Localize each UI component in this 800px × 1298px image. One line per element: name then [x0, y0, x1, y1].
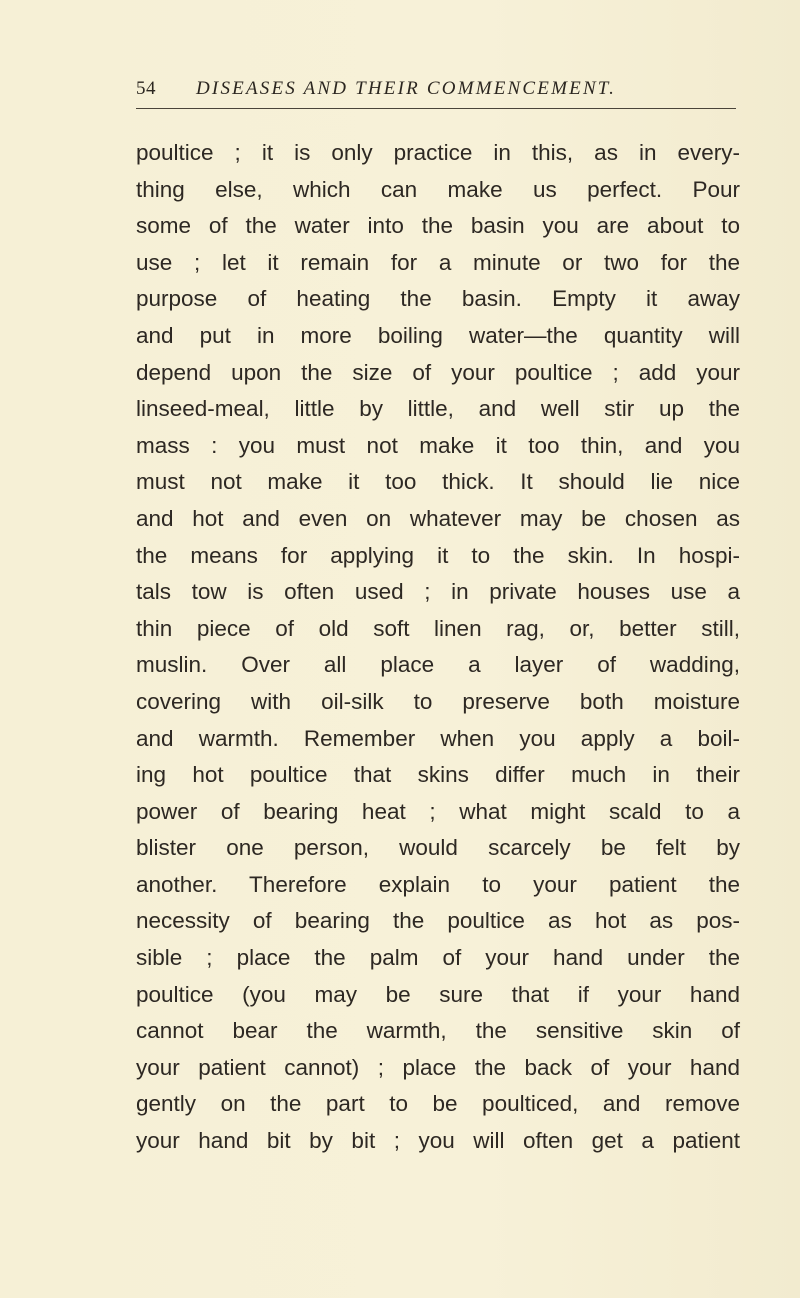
text-line: purpose of heating the basin. Empty it away [136, 286, 740, 312]
text-line: your patient cannot) ; place the back of your hand [136, 1054, 740, 1080]
text-line: gently on the part to be poulticed, and remove [136, 1091, 740, 1117]
running-head [136, 78, 736, 109]
text-line: linseed-meal, little by little, and well stir up the [136, 396, 740, 422]
text-line: another. Therefore explain to your patient the [136, 871, 740, 897]
text-line: necessity of bearing the poultice as hot as pos- [136, 908, 740, 934]
text-line: depend upon the size of your poultice ; add your [136, 359, 740, 385]
text-line: blister one person, would scarcely be felt by [136, 835, 740, 861]
text-line: and put in more boiling water—the quantity will [136, 322, 740, 348]
text-line: cannot bear the warmth, the sensitive skin of [136, 1018, 740, 1044]
text-line: and warmth. Remember when you apply a boil- [136, 725, 740, 751]
text-line: muslin. Over all place a layer of wadding, [136, 652, 740, 678]
text-line: thin piece of old soft linen rag, or, better still, [136, 615, 740, 641]
text-line: poultice (you may be sure that if your hand [136, 981, 740, 1007]
text-line: some of the water into the basin you are about to [136, 213, 740, 239]
text-line: the means for applying it to the skin. In hospi- [136, 542, 740, 568]
text-line: and hot and even on whatever may be chosen as [136, 505, 740, 531]
text-line: your hand bit by bit ; you will often get a patient [136, 1128, 740, 1154]
page-number: 54 [136, 78, 156, 99]
body-text [136, 135, 740, 1160]
text-line: power of bearing heat ; what might scald to a [136, 798, 740, 824]
text-line: use ; let it remain for a minute or two for the [136, 249, 740, 275]
text-line: mass : you must not make it too thin, and you [136, 432, 740, 458]
running-title: DISEASES AND THEIR COMMENCEMENT. [196, 78, 617, 99]
text-line: poultice ; it is only practice in this, as in every- [136, 140, 740, 165]
text-line: covering with oil-silk to preserve both moisture [136, 688, 740, 714]
text-line: tals tow is often used ; in private houses use a [136, 579, 740, 605]
text-line: ing hot poultice that skins differ much in their [136, 762, 740, 788]
text-line: sible ; place the palm of your hand under the [136, 945, 740, 971]
text-line: must not make it too thick. It should lie nice [136, 469, 740, 495]
text-line: thing else, which can make us perfect. Pour [136, 176, 740, 202]
